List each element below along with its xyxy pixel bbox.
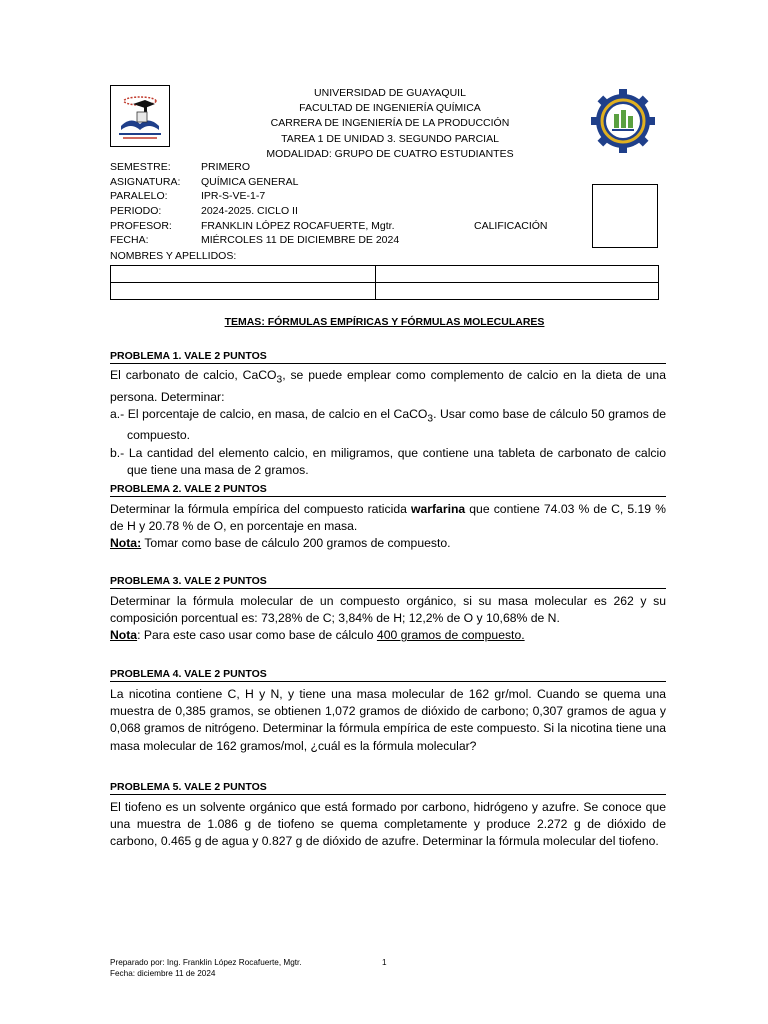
period-label: PERIODO: bbox=[110, 205, 162, 218]
header-line-assignment: TAREA 1 DE UNIDAD 3. SEGUNDO PARCIAL bbox=[281, 132, 499, 145]
problem-2-note-label: Nota: bbox=[110, 536, 142, 551]
student-name-cell-3[interactable] bbox=[111, 283, 376, 300]
problem-4-text: La nicotina contiene C, H y N, y tiene una masa molecular de 162 gr/mol. Cuando se quema una muestra de 0,385 gramos, se obtienen 1,072 gramos de dióxido de carbono; 0,307 gramos de agua y 0,068 gramos de nitrógeno. Determinar la fórmula empírica de este compuesto. Si la nicotina tiene una masa molecular de 162 gramos/mol, ¿cuál es la fórmula molecular? bbox=[110, 687, 666, 753]
problem-3-text bbox=[110, 593, 666, 645]
student-name-cell-1[interactable] bbox=[111, 266, 376, 283]
semester-label: SEMESTRE: bbox=[110, 161, 171, 173]
problem-5-title: PROBLEMA 5. VALE 2 PUNTOS bbox=[110, 781, 666, 795]
date-label: FECHA: bbox=[110, 234, 149, 247]
problem-2-text-a: Determinar la fórmula empírica del compuesto raticida bbox=[110, 502, 411, 516]
problem-4-title: PROBLEMA 4. VALE 2 PUNTOS bbox=[110, 668, 666, 682]
problem-1-item-b: b.- La cantidad del elemento calcio, en miligramos, que contiene una tableta de carbonato de calcio que tiene una masa de 2 gramos. bbox=[110, 445, 666, 477]
header-line-modality: MODALIDAD: GRUPO DE CUATRO ESTUDIANTES bbox=[266, 147, 514, 160]
problem-3-title: PROBLEMA 3. VALE 2 PUNTOS bbox=[110, 575, 666, 589]
date-value: MIÉRCOLES 11 DE DICIEMBRE DE 2024 bbox=[201, 234, 400, 247]
parallel-label: PARALELO: bbox=[110, 190, 168, 203]
student-names-table bbox=[110, 265, 659, 300]
problem-2-warfarina: warfarina bbox=[410, 502, 466, 516]
student-name-cell-2[interactable] bbox=[376, 266, 659, 283]
problem-5-text: El tiofeno es un solvente orgánico que está formado por carbono, hidrógeno y azufre. Se conoce que una muestra de 1.086 g de tiofeno se quema completamente y produce 2.272 g de dióxido de carbono, 0.465 g de agua y 0.827 g de dióxido de azufre. Determinar la fórmula molecular del tiofeno. bbox=[110, 800, 666, 849]
problem-3-note-underlined: 400 gramos de compuesto. bbox=[376, 628, 525, 643]
professor-label: PROFESOR: bbox=[110, 219, 172, 232]
problem-3-note-label: Nota bbox=[110, 628, 138, 643]
problem-3-note: : Para este caso usar como base de cálculo bbox=[137, 628, 377, 643]
problem-1-item-a: a.- El porcentaje de calcio, en masa, de calcio en el CaCO bbox=[110, 406, 428, 421]
faculty-gear-logo bbox=[590, 88, 656, 154]
subscript-3: 3 bbox=[427, 413, 434, 425]
period-value: 2024-2025. CICLO II bbox=[201, 205, 298, 218]
header-line-faculty: FACULTAD DE INGENIERÍA QUÍMICA bbox=[299, 102, 481, 115]
professor-value: FRANKLIN LÓPEZ ROCAFUERTE, Mgtr. bbox=[201, 219, 395, 232]
problem-1-text bbox=[110, 367, 666, 479]
problem-2-text bbox=[110, 501, 666, 553]
problem-1-title: PROBLEMA 1. VALE 2 PUNTOS bbox=[110, 350, 666, 364]
parallel-value: IPR-S-VE-1-7 bbox=[201, 190, 266, 203]
semester-value: PRIMERO bbox=[201, 161, 251, 173]
student-name-cell-4[interactable] bbox=[376, 283, 659, 300]
course-info bbox=[110, 160, 399, 248]
grade-box bbox=[592, 184, 658, 248]
grade-label: CALIFICACIÓN bbox=[474, 220, 548, 232]
subscript-3: 3 bbox=[276, 374, 283, 386]
problem-3-body: Determinar la fórmula molecular de un compuesto orgánico, si su masa molecular es 262 y su composición porcentual es: 73,28% de C; 3,84% de H; 12,2% de O y 10,68% de N. bbox=[110, 594, 666, 626]
names-label: NOMBRES Y APELLIDOS: bbox=[110, 250, 237, 262]
subject-value: QUÍMICA GENERAL bbox=[201, 175, 299, 188]
document-header bbox=[200, 86, 580, 162]
footer-date: Fecha: diciembre 11 de 2024 bbox=[110, 968, 216, 978]
page-footer bbox=[110, 958, 302, 979]
problem-1-intro-b: , se puede emplear como complemento de calcio en la dieta de una persona. Determinar: bbox=[110, 368, 666, 404]
page-number: 1 bbox=[382, 958, 387, 967]
problem-2-note: Tomar como base de cálculo 200 gramos de compuesto. bbox=[141, 536, 451, 551]
problem-1-item-a-cont: . Usar como base de cálculo 50 gramos de compuesto. bbox=[127, 406, 666, 443]
topics-heading: TEMAS: FÓRMULAS EMPÍRICAS Y FÓRMULAS MOLECULARES bbox=[224, 316, 545, 328]
university-logo bbox=[110, 85, 170, 147]
header-line-university: UNIVERSIDAD DE GUAYAQUIL bbox=[314, 87, 466, 99]
problem-2-title: PROBLEMA 2. VALE 2 PUNTOS bbox=[110, 483, 666, 497]
problem-2-text-b: que contiene 74.03 % de C, 5.19 % de H y 20.78 % de O, en porcentaje en masa. bbox=[110, 502, 666, 534]
footer-prepared-by: Preparado por: Ing. Franklin López Rocafuerte, Mgtr. bbox=[110, 958, 302, 967]
subject-label: ASIGNATURA: bbox=[110, 175, 181, 188]
problem-1-intro-a: El carbonato de calcio, CaCO bbox=[110, 368, 277, 382]
header-line-career: CARRERA DE INGENIERÍA DE LA PRODUCCIÓN bbox=[270, 117, 510, 130]
